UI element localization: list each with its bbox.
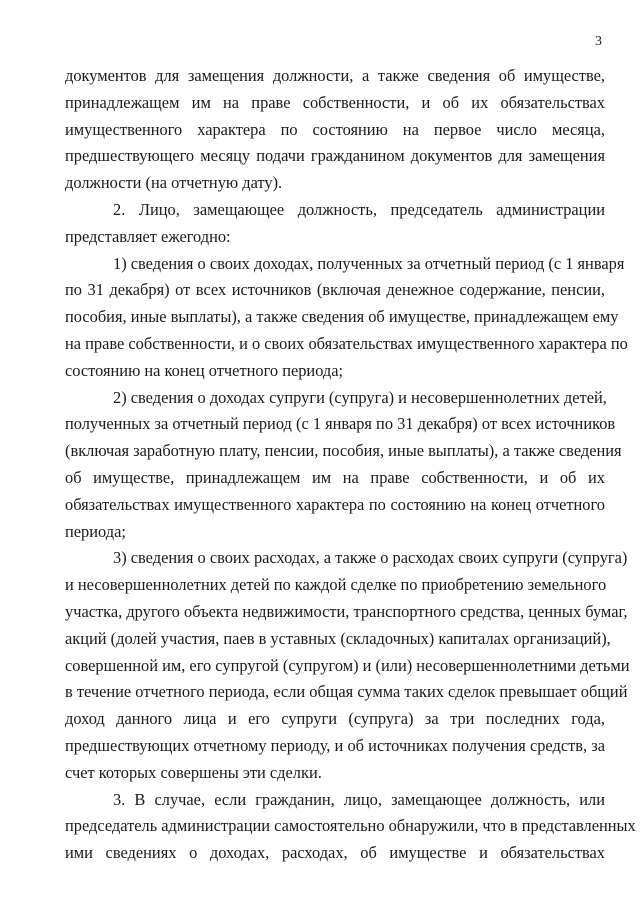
paragraph xyxy=(65,385,622,546)
text-line: совершенной им, его супругой (супругом) и (или) несовершеннолетними детьми xyxy=(65,655,630,675)
text-line: 3) сведения о своих расходах, а также о расходах своих супруги (супруга) xyxy=(113,548,628,568)
paragraph xyxy=(65,545,630,786)
text-line: пособия, иные выплаты), а также сведения об имуществе, принадлежащем ему xyxy=(65,307,619,327)
paragraph xyxy=(65,251,628,385)
text-line: обязательствах имущественного характера по состоянию на конец отчетного xyxy=(65,494,605,514)
text-line: 2) сведения о доходах супруги (супруга) и несовершеннолетних детей, xyxy=(113,387,607,407)
text-line: по 31 декабря) от всех источников (включая денежное содержание, пенсии, xyxy=(65,280,605,300)
text-line: и несовершеннолетних детей по каждой сделке по приобретению земельного xyxy=(65,575,607,595)
paragraph xyxy=(65,63,605,197)
text-line: акций (долей участия, паев в уставных (складочных) капиталах организаций), xyxy=(65,628,611,648)
text-line: в течение отчетного периода, если общая сумма таких сделок превышает общий xyxy=(65,682,628,702)
text-line: участка, другого объекта недвижимости, транспортного средства, ценных бумаг, xyxy=(65,601,628,621)
text-line: предшествующих отчетному периоду, и об источниках получения средств, за xyxy=(65,735,605,755)
text-line: ими сведениях о доходах, расходах, об имуществе и обязательствах xyxy=(65,843,605,863)
text-line: на праве собственности, и о своих обязательствах имущественного характера по xyxy=(65,333,628,353)
page-number: 3 xyxy=(595,34,602,49)
paragraph xyxy=(65,197,605,251)
text-line: состоянию на конец отчетного периода; xyxy=(65,360,344,380)
text-line: счет которых совершены эти сделки. xyxy=(65,762,322,782)
text-line: предшествующего месяцу подачи гражданином документов для замещения xyxy=(65,146,605,166)
text-line: имущественного характера по состоянию на первое число месяца, xyxy=(65,119,605,139)
text-line: полученных за отчетный период (с 1 января по 31 декабря) от всех источников xyxy=(65,414,616,434)
paragraph xyxy=(65,787,636,867)
text-line: 2. Лицо, замещающее должность, председатель администрации xyxy=(113,199,605,219)
text-line: представляет ежегодно: xyxy=(65,226,231,246)
text-line: документов для замещения должности, а также сведения об имуществе, xyxy=(65,66,605,85)
text-line: принадлежащем им на праве собственности, и об их обязательствах xyxy=(65,92,605,112)
text-line: об имуществе, принадлежащем им на праве собственности, и об их xyxy=(65,467,605,487)
text-line: (включая заработную плату, пенсии, пособия, иные выплаты), а также сведения xyxy=(65,441,622,461)
text-line: 1) сведения о своих доходах, полученных за отчетный период (с 1 января xyxy=(113,253,625,273)
text-line: периода; xyxy=(65,521,126,541)
text-line: 3. В случае, если гражданин, лицо, замещающее должность, или xyxy=(113,789,605,809)
text-line: председатель администрации самостоятельно обнаружили, что в представленных xyxy=(65,816,636,836)
text-line: должности (на отчетную дату). xyxy=(65,173,283,193)
text-line: доход данного лица и его супруги (супруга) за три последних года, xyxy=(65,709,605,729)
document-body xyxy=(65,63,636,867)
